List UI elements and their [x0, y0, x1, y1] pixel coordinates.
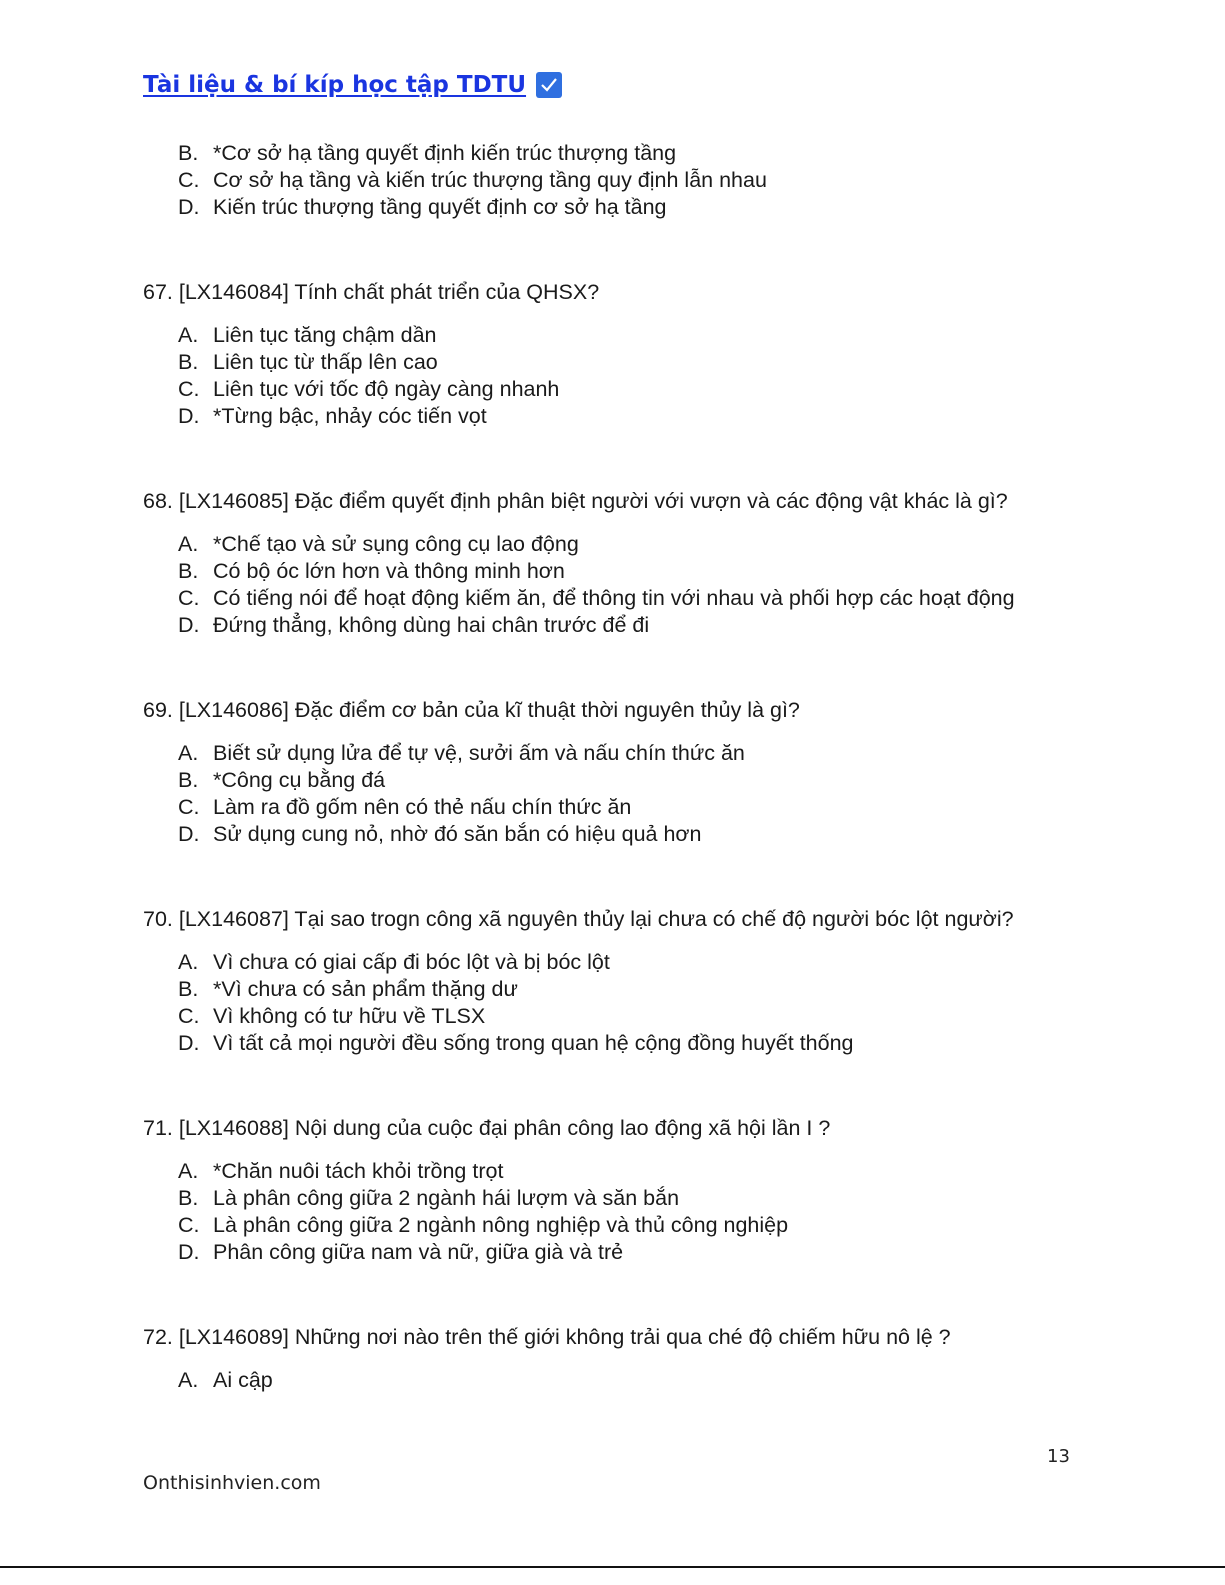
- option-c: C. Làm ra đồ gốm nên có thẻ nấu chín thức ăn: [178, 795, 632, 819]
- question-title: 72. [LX146089] Những nơi nào trên thế giới không trải qua ché độ chiếm hữu nô lệ ?: [143, 1325, 951, 1349]
- option-c: C. Có tiếng nói để hoạt động kiếm ăn, để thông tin với nhau và phối hợp các hoạt động: [178, 586, 1015, 610]
- option-a: A. Liên tục tăng chậm dần: [178, 323, 437, 347]
- question-71: [143, 1115, 1103, 1266]
- option-a: A. Ai cập: [178, 1368, 273, 1392]
- question-title: 70. [LX146087] Tại sao trogn công xã nguyên thủy lại chưa có chế độ người bóc lột người?: [143, 907, 1014, 931]
- option-d: D. Phân công giữa nam và nữ, giữa già và trẻ: [178, 1240, 624, 1264]
- option-text: Phân công giữa nam và nữ, giữa già và trẻ: [213, 1240, 624, 1264]
- option-text: *Công cụ bằng đá: [213, 768, 386, 792]
- option-text: Biết sử dụng lửa để tự vệ, sưởi ấm và nấu chín thức ăn: [213, 741, 745, 765]
- question-69: [143, 697, 1103, 848]
- option-text: *Từng bậc, nhảy cóc tiến vọt: [213, 404, 487, 428]
- option-c: C. Vì không có tư hữu về TLSX: [178, 1004, 486, 1028]
- question-title: 71. [LX146088] Nội dung của cuộc đại phân công lao động xã hội lần I ?: [143, 1116, 831, 1140]
- question-title: 68. [LX146085] Đặc điểm quyết định phân biệt người với vượn và các động vật khác là gì?: [143, 489, 1008, 513]
- option-text: *Chăn nuôi tách khỏi trồng trọt: [213, 1159, 504, 1183]
- option-text: Có bộ óc lớn hơn và thông minh hơn: [213, 559, 565, 583]
- checkbox-icon: [536, 72, 562, 98]
- question-72: [143, 1324, 1103, 1394]
- bottom-rule: [0, 1566, 1225, 1568]
- question-68: [143, 488, 1103, 639]
- option-text: Kiến trúc thượng tầng quyết định cơ sở hạ tầng: [213, 195, 667, 219]
- option-text: Ai cập: [213, 1368, 273, 1392]
- leading-options: [143, 140, 1103, 221]
- option-b: B. *Vì chưa có sản phẩm thặng dư: [178, 977, 518, 1001]
- header-title: Tài liệu & bí kíp học tập TDTU: [143, 72, 527, 98]
- option-text: Vì chưa có giai cấp đi bóc lột và bị bóc lột: [213, 950, 610, 974]
- option-text: Liên tục với tốc độ ngày càng nhanh: [213, 377, 560, 401]
- option-text: Vì tất cả mọi người đều sống trong quan hệ cộng đồng huyết thống: [213, 1031, 854, 1055]
- option-text: Là phân công giữa 2 ngành nông nghiệp và thủ công nghiệp: [213, 1213, 789, 1237]
- option-b: B. *Công cụ bằng đá: [178, 768, 386, 792]
- option-d: D. Vì tất cả mọi người đều sống trong quan hệ cộng đồng huyết thống: [178, 1031, 854, 1055]
- option-d: D. Đứng thẳng, không dùng hai chân trước để đi: [178, 613, 650, 637]
- option-a: A. Vì chưa có giai cấp đi bóc lột và bị bóc lột: [178, 950, 610, 974]
- option-text: Liên tục từ thấp lên cao: [213, 350, 438, 374]
- option-text: Có tiếng nói để hoạt động kiếm ăn, để thông tin với nhau và phối hợp các hoạt động: [213, 586, 1015, 610]
- page-number: 13: [1047, 1446, 1070, 1467]
- footer-site: Onthisinhvien.com: [143, 1472, 321, 1494]
- option-text: Cơ sở hạ tầng và kiến trúc thượng tầng quy định lẫn nhau: [213, 168, 767, 192]
- option-text: *Vì chưa có sản phẩm thặng dư: [213, 977, 518, 1001]
- header-link[interactable]: [143, 72, 562, 98]
- option-text: Là phân công giữa 2 ngành hái lượm và săn bắn: [213, 1186, 680, 1210]
- option-c: C. Là phân công giữa 2 ngành nông nghiệp và thủ công nghiệp: [178, 1213, 789, 1237]
- question-67: [143, 279, 1103, 430]
- document-body: [143, 140, 1103, 1394]
- option-text: Đứng thẳng, không dùng hai chân trước để đi: [213, 613, 650, 637]
- option-a: A. *Chế tạo và sử sụng công cụ lao động: [178, 532, 579, 556]
- question-title: 69. [LX146086] Đặc điểm cơ bản của kĩ thuật thời nguyên thủy là gì?: [143, 698, 800, 722]
- option-a: A. Biết sử dụng lửa để tự vệ, sưởi ấm và nấu chín thức ăn: [178, 741, 745, 765]
- question-title: 67. [LX146084] Tính chất phát triển của QHSX?: [143, 280, 600, 304]
- question-70: [143, 906, 1103, 1057]
- option-text: Liên tục tăng chậm dần: [213, 323, 437, 347]
- option-text: Sử dụng cung nỏ, nhờ đó săn bắn có hiệu quả hơn: [213, 822, 702, 846]
- option-b: B. Liên tục từ thấp lên cao: [178, 350, 438, 374]
- option-b: B. *Cơ sở hạ tầng quyết định kiến trúc thượng tầng: [178, 141, 677, 165]
- option-b: B. Có bộ óc lớn hơn và thông minh hơn: [178, 559, 565, 583]
- option-text: Vì không có tư hữu về TLSX: [213, 1004, 486, 1028]
- option-text: Làm ra đồ gốm nên có thẻ nấu chín thức ăn: [213, 795, 632, 819]
- option-d: D. *Từng bậc, nhảy cóc tiến vọt: [178, 404, 487, 428]
- option-text: *Cơ sở hạ tầng quyết định kiến trúc thượng tầng: [213, 141, 677, 165]
- option-d: D. Sử dụng cung nỏ, nhờ đó săn bắn có hiệu quả hơn: [178, 822, 702, 846]
- option-a: A. *Chăn nuôi tách khỏi trồng trọt: [178, 1159, 504, 1183]
- option-c: C. Liên tục với tốc độ ngày càng nhanh: [178, 377, 560, 401]
- option-text: *Chế tạo và sử sụng công cụ lao động: [213, 532, 579, 556]
- option-c: C. Cơ sở hạ tầng và kiến trúc thượng tầng quy định lẫn nhau: [178, 168, 767, 192]
- option-d: D. Kiến trúc thượng tầng quyết định cơ sở hạ tầng: [178, 195, 667, 219]
- option-b: B. Là phân công giữa 2 ngành hái lượm và săn bắn: [178, 1186, 680, 1210]
